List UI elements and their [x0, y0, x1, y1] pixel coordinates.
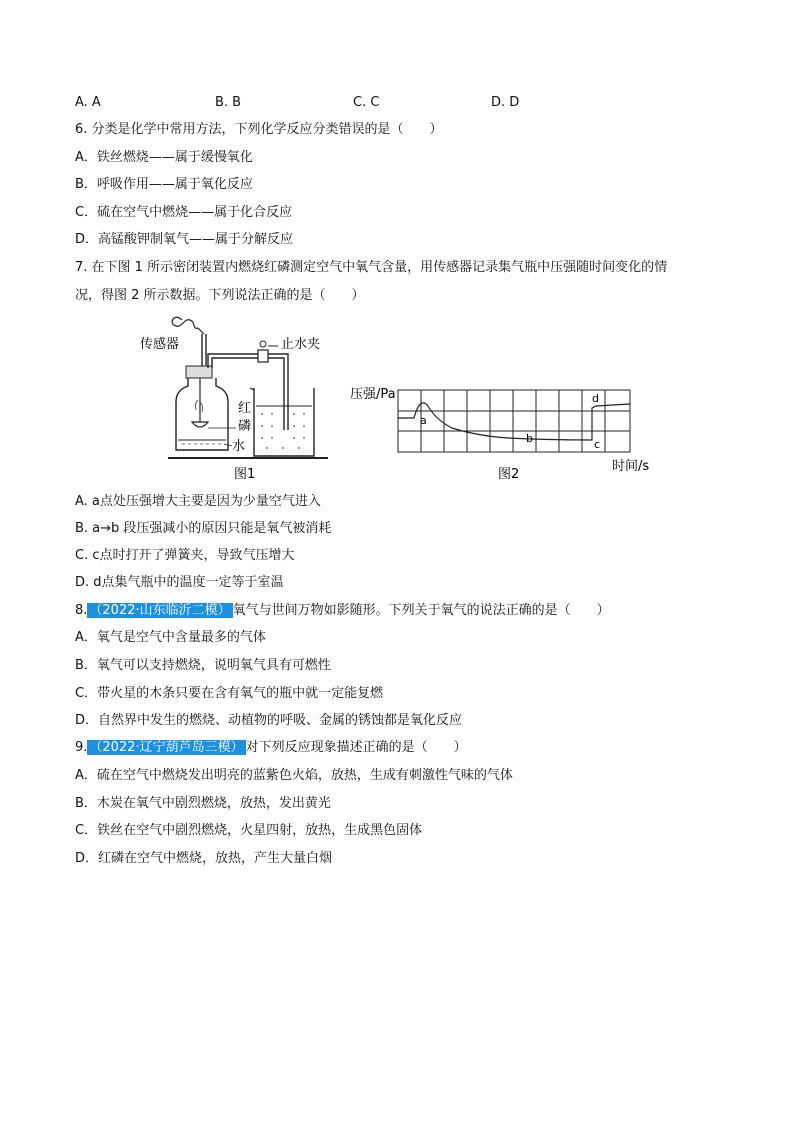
q8-option-d: D．自然界中发生的燃烧、动植物的呼吸、金属的锈蚀都是氧化反应 [75, 713, 463, 728]
q6-option-d: D．高锰酸钾制氧气——属于分解反应 [75, 232, 294, 247]
q6-option-b: B．呼吸作用——属于氧化反应 [75, 177, 253, 192]
label-clamp: 止水夹 [281, 337, 321, 352]
q9-option-a: A．硫在空气中燃烧发出明亮的蓝紫色火焰，放热，生成有刺激性气味的气体 [75, 768, 513, 783]
q9-stem: 对下列反应现象描述正确的是（ ） [245, 740, 467, 755]
q8-source-tag: （2022·山东临沂二模） [89, 603, 231, 618]
label-sensor: 传感器 [140, 337, 180, 352]
q9-stem-line [75, 740, 467, 756]
label-water: 水 [232, 439, 246, 454]
label-red: 红 [238, 401, 252, 416]
pressure-curve [398, 403, 630, 440]
label-phos: 磷 [238, 419, 252, 434]
point-d: d [592, 392, 599, 405]
q7-stem-line2: 况，得图 2 所示数据。下列说法正确的是（ ） [75, 288, 365, 303]
chart-xlabel: 时间/s [612, 459, 650, 474]
q8-option-a: A．氧气是空气中含量最多的气体 [75, 630, 266, 645]
q9-source-tag: （2022·辽宁葫芦岛三模） [89, 740, 244, 755]
q9-option-c: C．铁丝在空气中剧烈燃烧，火星四射，放热，生成黑色固体 [75, 823, 423, 838]
q6-stem: 6. 分类是化学中常用方法，下列化学反应分类错误的是（ ） [75, 122, 443, 137]
q7-option-b: B. a→b 段压强减小的原因只能是氧气被消耗 [75, 521, 332, 536]
q7-option-c: C. c点时打开了弹簧夹，导致气压增大 [75, 548, 295, 563]
figure-2-pressure-chart [348, 380, 660, 480]
q8-stem: 氧气与世间万物如影随形。下列关于氧气的说法正确的是（ ） [232, 603, 610, 618]
q5-option-b: B. B [215, 95, 242, 110]
point-c: c [594, 438, 601, 451]
q8-option-b: B．氧气可以支持燃烧，说明氧气具有可燃性 [75, 658, 331, 673]
q7-stem-line1: 7. 在下图 1 所示密闭装置内燃烧红磷测定空气中氧气含量，用传感器记录集气瓶中压强随时间变化的情 [75, 260, 668, 275]
q7-option-a: A. a点处压强增大主要是因为少量空气进入 [75, 494, 321, 509]
chart-ylabel: 压强/Pa [350, 387, 396, 402]
q8-stem-line [75, 603, 610, 619]
q9-option-b: B．木炭在氧气中剧烈燃烧，放热，发出黄光 [75, 796, 331, 811]
q5-option-c: C. C [353, 95, 380, 110]
q8-option-c: C．带火星的木条只要在含有氧气的瓶中就一定能复燃 [75, 686, 384, 701]
fig1-caption: 图1 [234, 467, 256, 482]
fig2-caption: 图2 [498, 467, 520, 480]
q5-option-a: A. A [75, 95, 101, 110]
q8-number: 8. [75, 603, 88, 618]
figure-1-apparatus [138, 310, 348, 485]
point-a: a [420, 414, 427, 427]
q7-option-d: D. d点集气瓶中的温度一定等于室温 [75, 575, 284, 590]
q9-number: 9. [75, 740, 88, 755]
q6-option-a: A．铁丝燃烧——属于缓慢氧化 [75, 150, 253, 165]
q5-option-d: D. D [491, 95, 520, 110]
q9-option-d: D．红磷在空气中燃烧，放热，产生大量白烟 [75, 851, 333, 866]
q6-option-c: C．硫在空气中燃烧——属于化合反应 [75, 205, 293, 220]
point-b: b [526, 432, 533, 445]
